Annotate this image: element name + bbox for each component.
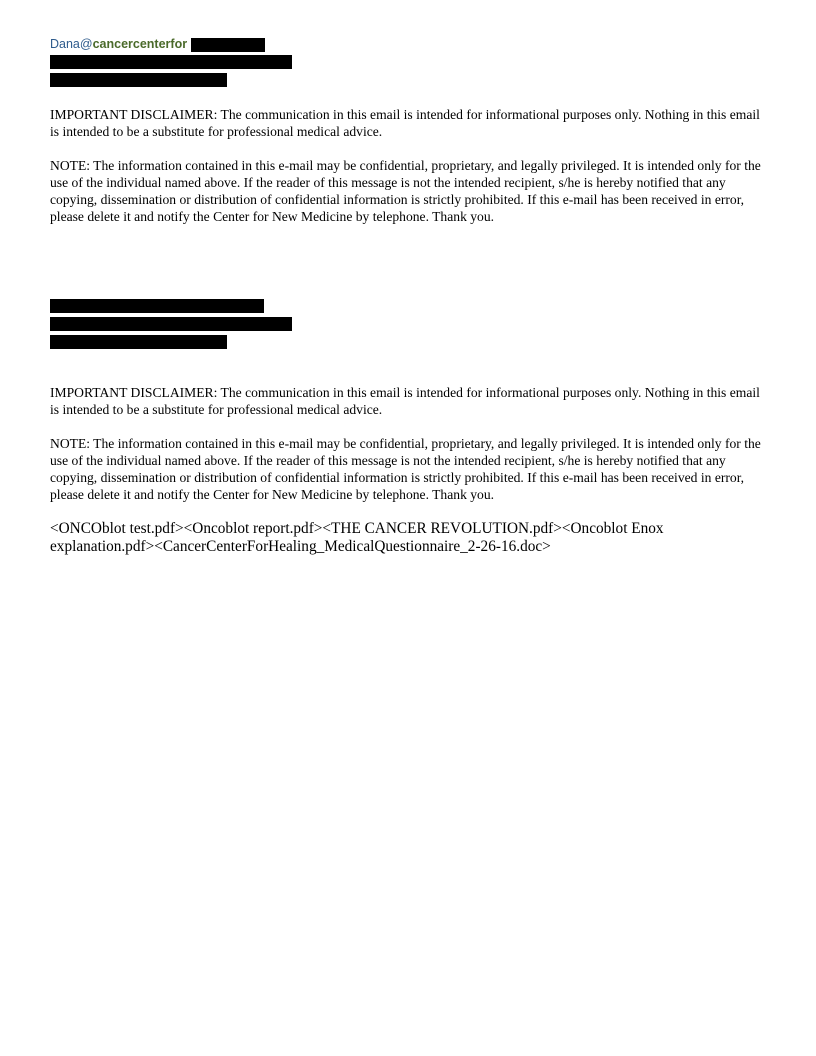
disclaimer-paragraph: IMPORTANT DISCLAIMER: The communication in this email is intended for informational purposes only. Nothing in this email is intended to be a substitute for professional medical advice. [50,107,760,139]
redaction-bar [50,335,227,349]
disclaimer-paragraph-repeat: IMPORTANT DISCLAIMER: The communication in this email is intended for informational purposes only. Nothing in this email is intended to be a substitute for professional medical advice. [50,385,760,417]
email-document [50,36,762,556]
redaction-bar [50,73,227,87]
signature-line [50,297,762,315]
signature-line [50,53,762,71]
confidentiality-note: NOTE: The information contained in this e-mail may be confidential, proprietary, and legally privileged. It is intended only for the use of the individual named above. If the reader of this message is not the intended recipient, s/he is hereby notified that any copying, dissemination or distribution of confidential information is strictly prohibited. If this e-mail has been received in error, please delete it and notify the Center for New Medicine by telephone. Thank you. [50,158,761,224]
signature-line [50,333,762,351]
signature-line [50,315,762,333]
attachment-list: <ONCOblot test.pdf><Oncoblot report.pdf><THE CANCER REVOLUTION.pdf><Oncoblot Enox explanation.pdf><CancerCenterForHealing_MedicalQuestionnaire_2-26-16.doc> [50,520,664,555]
signature-email-user: Dana@ [50,37,93,51]
redaction-bar [50,299,264,313]
redaction-bar [50,55,292,69]
signature-email-domain: cancercenterfor [92,37,188,51]
signature-email-line [50,36,762,53]
signature-line [50,71,762,89]
confidentiality-note-repeat: NOTE: The information contained in this e-mail may be confidential, proprietary, and legally privileged. It is intended only for the use of the individual named above. If the reader of this message is not the intended recipient, s/he is hereby notified that any copying, dissemination or distribution of confidential information is strictly prohibited. If this e-mail has been received in error, please delete it and notify the Center for New Medicine by telephone. Thank you. [50,436,761,502]
redaction-bar [50,317,292,331]
redaction-bar [191,38,265,52]
